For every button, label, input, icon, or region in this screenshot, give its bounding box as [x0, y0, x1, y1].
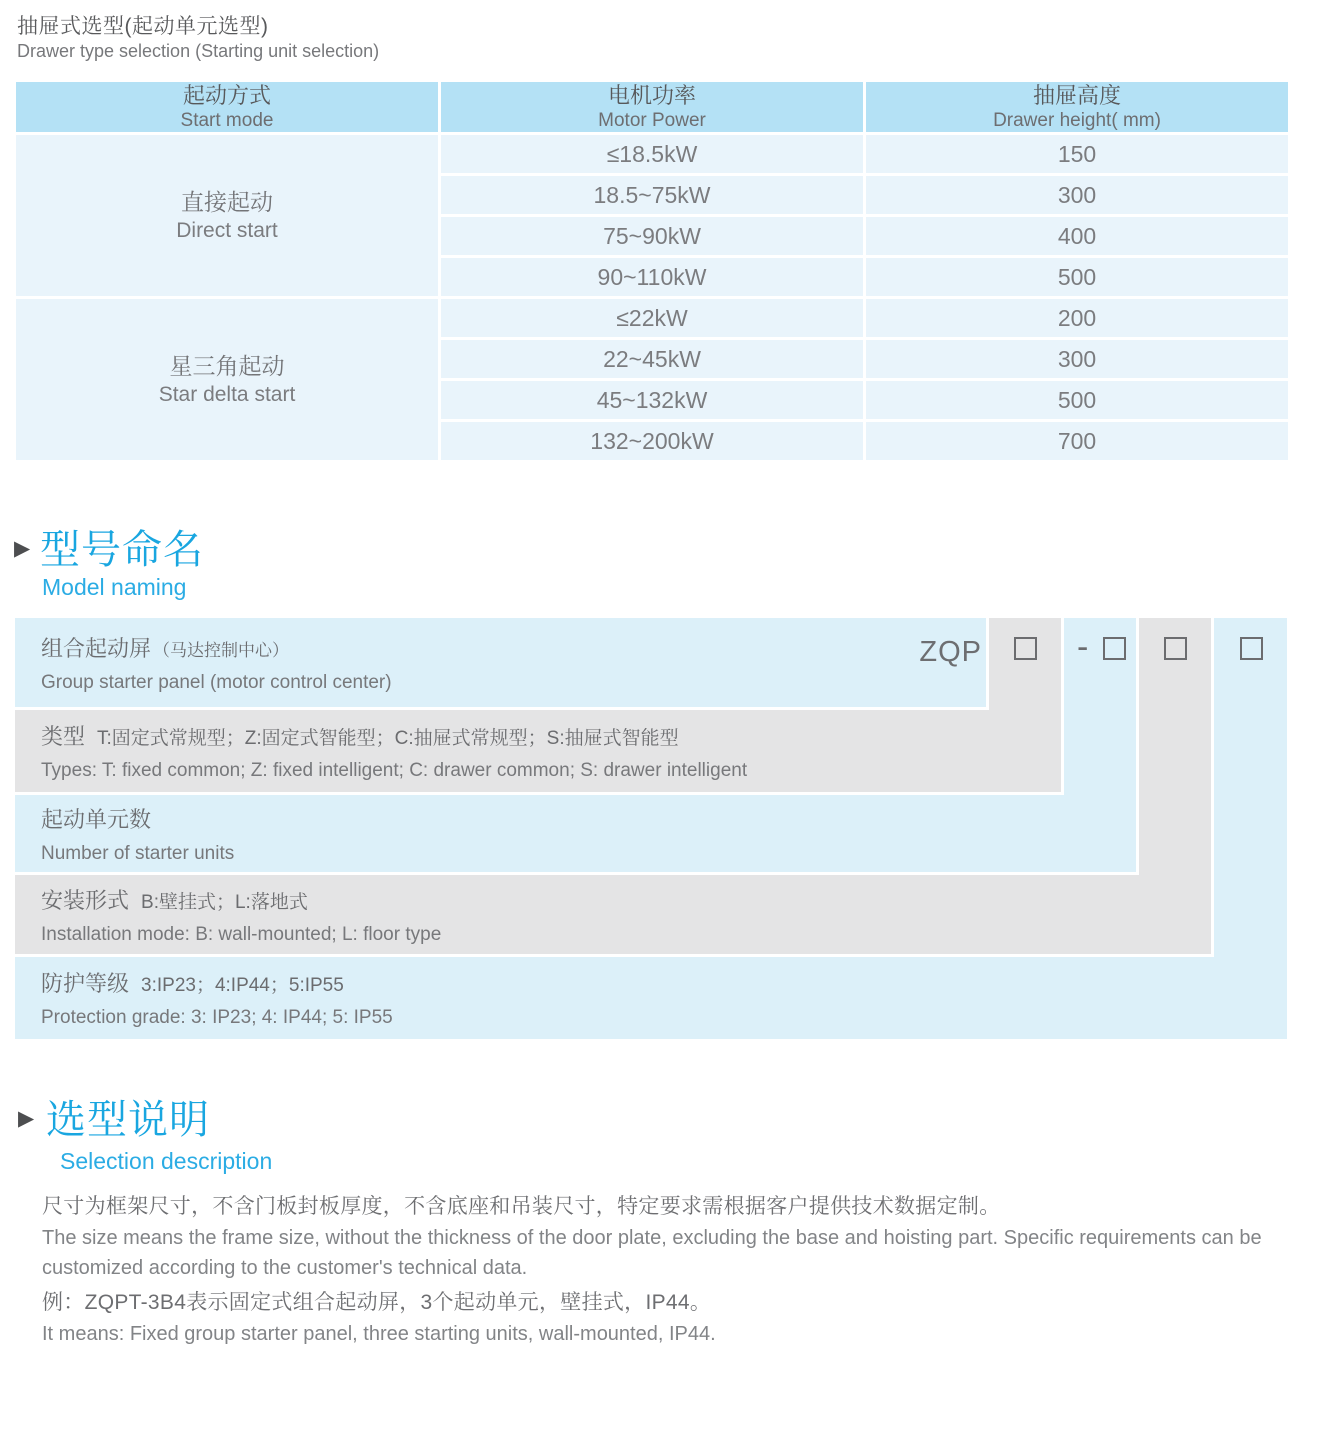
- diagram-row-starter-units: [15, 795, 1136, 872]
- row-label-zh: 起动单元数: [41, 806, 152, 832]
- height-cell: 300: [866, 340, 1288, 378]
- height-cell: 400: [866, 217, 1288, 255]
- header-drawer-height: [866, 82, 1288, 132]
- model-code-column-units: [1064, 618, 1136, 798]
- placeholder-box-icon: [1240, 637, 1263, 660]
- row-detail-zh: T:固定式常规型；Z:固定式智能型；C:抽屉式常规型；S:抽屉式智能型: [97, 728, 679, 749]
- header-motor-power-zh: 电机功率: [607, 82, 696, 108]
- height-cell: 500: [866, 381, 1288, 419]
- row-text: [41, 884, 441, 946]
- mode-cell-star-delta-start: [16, 299, 438, 460]
- power-cell: ≤22kW: [441, 299, 863, 337]
- mode-direct-start-en: Direct start: [176, 219, 278, 242]
- header-drawer-height-en: Drawer height( mm): [993, 109, 1161, 131]
- row-label-en: Installation mode: B: wall-mounted; L: floor type: [41, 923, 442, 945]
- row-label-en: Number of starter units: [41, 842, 235, 864]
- mode-direct-start-zh: 直接起动: [181, 189, 273, 215]
- selection-description-body: [42, 1190, 1294, 1352]
- diagram-row-installation-mode: [15, 875, 1211, 954]
- row-text: [41, 632, 392, 694]
- header-start-mode-en: Start mode: [180, 109, 274, 131]
- row-label-zh: 组合起动屏: [41, 635, 152, 661]
- row-text: [41, 967, 393, 1029]
- row-label-zh: 类型: [41, 724, 86, 749]
- row-label-en: Protection grade: 3: IP23; 4: IP44; 5: IP55: [41, 1007, 393, 1028]
- diagram-row-protection-grade: [15, 957, 1287, 1039]
- row-detail-zh: （马达控制中心）: [153, 640, 290, 660]
- placeholder-box-icon: [1103, 637, 1126, 660]
- header-start-mode-zh: 起动方式: [182, 82, 271, 108]
- page-title-en: Drawer type selection (Starting unit selection): [17, 41, 380, 61]
- row-label-zh: 安装形式: [41, 887, 130, 913]
- model-prefix: ZQP: [919, 636, 982, 668]
- power-cell: ≤18.5kW: [441, 135, 863, 173]
- header-drawer-height-zh: 抽屉高度: [1032, 82, 1121, 108]
- arrow-right-icon: ▶: [18, 1107, 35, 1130]
- table-row: [16, 135, 1288, 173]
- header-motor-power-en: Motor Power: [598, 109, 706, 131]
- model-code-column-protection: [1214, 618, 1287, 960]
- power-cell: 132~200kW: [441, 422, 863, 460]
- row-text: [41, 720, 747, 782]
- model-naming-heading-zh: 型号命名: [40, 528, 204, 572]
- height-cell: 150: [866, 135, 1288, 173]
- height-cell: 200: [866, 299, 1288, 337]
- description-para1-zh: 尺寸为框架尺寸，不含门板封板厚度，不含底座和吊装尺寸，特定要求需根据客户提供技术数据定制。: [42, 1195, 1001, 1218]
- power-cell: 90~110kW: [441, 258, 863, 296]
- diagram-row-types: [15, 710, 1061, 792]
- table-row: [16, 299, 1288, 337]
- row-text: [41, 803, 234, 865]
- header-motor-power: [441, 82, 863, 132]
- selection-description-heading-en: Selection description: [60, 1148, 273, 1174]
- diagram-row-group-starter-panel: [15, 618, 986, 707]
- model-naming-diagram: [15, 618, 1287, 1039]
- row-label-en: Group starter panel (motor control center): [41, 671, 392, 693]
- height-cell: 500: [866, 258, 1288, 296]
- row-label-en: Types: T: fixed common; Z: fixed intelligent; C: drawer common; S: drawer intelligent: [41, 760, 748, 781]
- height-cell: 300: [866, 176, 1288, 214]
- selection-description-heading-zh: 选型说明: [46, 1098, 210, 1142]
- height-cell: 700: [866, 422, 1288, 460]
- power-cell: 75~90kW: [441, 217, 863, 255]
- description-para2-zh: 例：ZQPT-3B4表示固定式组合起动屏，3个起动单元，壁挂式，IP44。: [42, 1291, 712, 1314]
- row-label-zh: 防护等级: [41, 971, 130, 996]
- placeholder-box-icon: [1014, 637, 1037, 660]
- dash-icon: -: [1077, 628, 1089, 666]
- mode-cell-direct-start: [16, 135, 438, 296]
- drawer-selection-table-wrap: [13, 79, 1291, 463]
- mode-star-delta-en: Star delta start: [158, 383, 296, 406]
- description-para2-en: It means: Fixed group starter panel, three starting units, wall-mounted, IP44.: [42, 1323, 716, 1345]
- page-title-zh: 抽屉式选型(起动单元选型): [17, 15, 269, 38]
- power-cell: 45~132kW: [441, 381, 863, 419]
- power-cell: 22~45kW: [441, 340, 863, 378]
- model-code-column-installation: [1139, 618, 1211, 878]
- table-header-row: [16, 82, 1288, 132]
- mode-star-delta-zh: 星三角起动: [169, 353, 285, 379]
- description-para1-en: The size means the frame size, without the thickness of the door plate, excluding the base and hoisting part. Specific requirements can be customized according to the customer's technical data.: [42, 1227, 1262, 1279]
- header-start-mode: [16, 82, 438, 132]
- row-detail-zh: B:壁挂式；L:落地式: [141, 891, 308, 913]
- power-cell: 18.5~75kW: [441, 176, 863, 214]
- arrow-right-icon: ▶: [14, 537, 31, 560]
- drawer-selection-table: [13, 79, 1291, 463]
- model-code-column-type: [989, 618, 1061, 713]
- placeholder-box-icon: [1164, 637, 1187, 660]
- row-detail-zh: 3:IP23；4:IP44；5:IP55: [141, 975, 344, 996]
- model-naming-heading-en: Model naming: [42, 574, 187, 600]
